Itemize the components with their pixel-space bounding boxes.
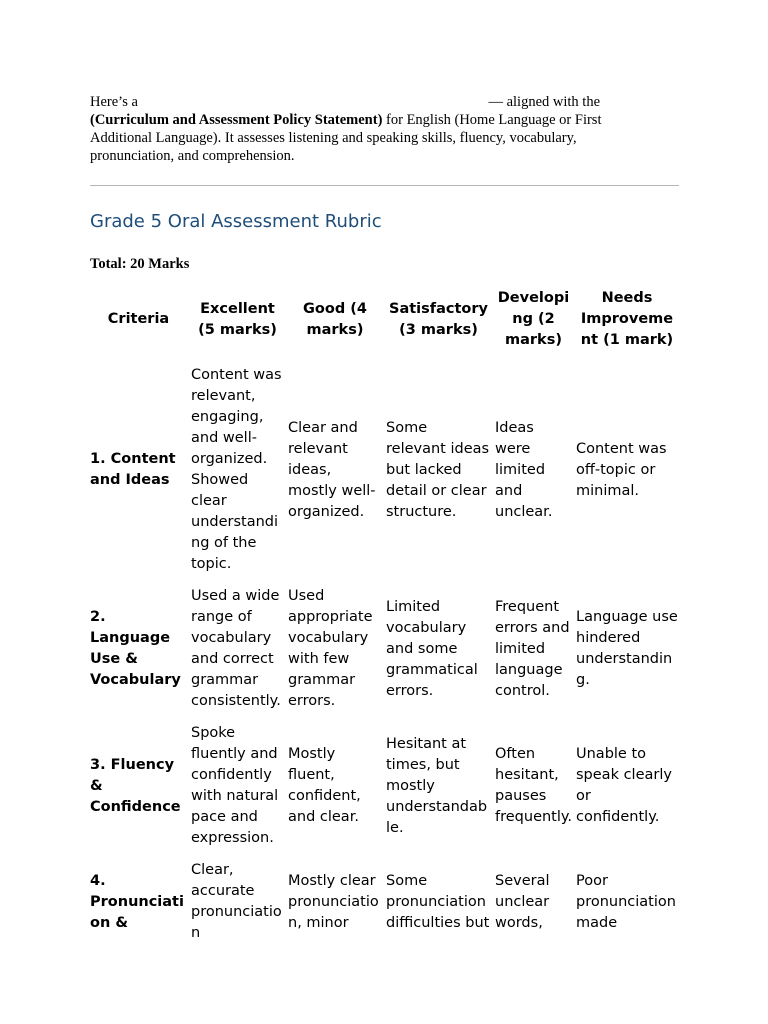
header-satisfactory: Satisfactory (3 marks) — [389, 300, 488, 338]
header-criteria: Criteria — [107, 311, 170, 327]
table-cell: Poor pronunciation made — [576, 872, 676, 931]
table-cell: Content was off-topic or minimal. — [576, 440, 667, 499]
intro-line-1 — [90, 93, 600, 111]
table-cell: Content was relevant, engaging, and well-organized. Showed clear understanding of the topic. — [191, 367, 282, 572]
table-cell: Language use hindered understanding. — [576, 609, 678, 688]
table-cell: Limited vocabulary and some grammatical errors. — [386, 598, 478, 699]
table-cell: Clear, accurate pronunciation — [191, 862, 282, 941]
header-needs-improvement: Needs Improvement (1 mark) — [580, 290, 674, 348]
header-excellent: Excellent (5 marks) — [198, 300, 277, 338]
table-cell: Mostly clear pronunciation, minor — [288, 872, 379, 931]
table-cell: Clear and relevant ideas, mostly well-organized. — [288, 419, 376, 520]
criteria-cell: 3. Fluency & Confidence — [90, 756, 181, 815]
total-marks: Total: 20 Marks — [90, 256, 190, 272]
criteria-cell: 1. Content and Ideas — [90, 451, 176, 488]
table-cell: Frequent errors and limited language control. — [495, 598, 570, 699]
table-row — [88, 860, 680, 955]
table-row — [88, 723, 680, 860]
table-cell: Often hesitant, pauses frequently. — [495, 746, 573, 825]
criteria-cell: 2. Language Use & Vocabulary — [90, 609, 181, 688]
header-good: Good (4 marks) — [303, 300, 367, 338]
criteria-cell: 4. Pronunciation & — [90, 872, 184, 931]
table-cell: Ideas were limited and unclear. — [495, 419, 553, 520]
table-cell: Used appropriate vocabulary with few grammar errors. — [288, 588, 373, 709]
table-cell: Hesitant at times, but mostly understandable. — [386, 735, 488, 836]
rubric-heading: Grade 5 Oral Assessment Rubric — [90, 211, 382, 232]
table-cell: Some pronunciation difficulties but — [386, 872, 490, 931]
table-cell: Several unclear words, — [495, 872, 550, 931]
table-row — [88, 365, 680, 586]
header-developing: Developing (2 marks) — [497, 290, 570, 348]
horizontal-divider — [90, 185, 679, 186]
table-row — [88, 586, 680, 723]
intro-lead-text: Here’s a — [90, 94, 138, 110]
table-cell: Spoke fluently and confidently with natural pace and expression. — [191, 725, 279, 846]
rubric-table — [88, 288, 680, 955]
table-cell: Some relevant ideas but lacked detail or clear structure. — [386, 419, 490, 520]
table-cell: Unable to speak clearly or confidently. — [576, 746, 672, 825]
caps-reference: (Curriculum and Assessment Policy Statement) — [90, 112, 383, 128]
table-cell: Used a wide range of vocabulary and correct grammar consistently. — [191, 588, 281, 709]
table-cell: Mostly fluent, confident, and clear. — [288, 746, 361, 825]
table-header-row — [88, 288, 680, 365]
intro-body — [90, 111, 650, 165]
intro-aligned-text: — aligned with the — [488, 94, 600, 110]
intro-paragraph — [90, 93, 650, 165]
intro-rest: for English (Home Language or First Additional Language). It assesses listening and speaking skills, fluency, vocabulary, pronunciation, and comprehension. — [90, 112, 602, 164]
